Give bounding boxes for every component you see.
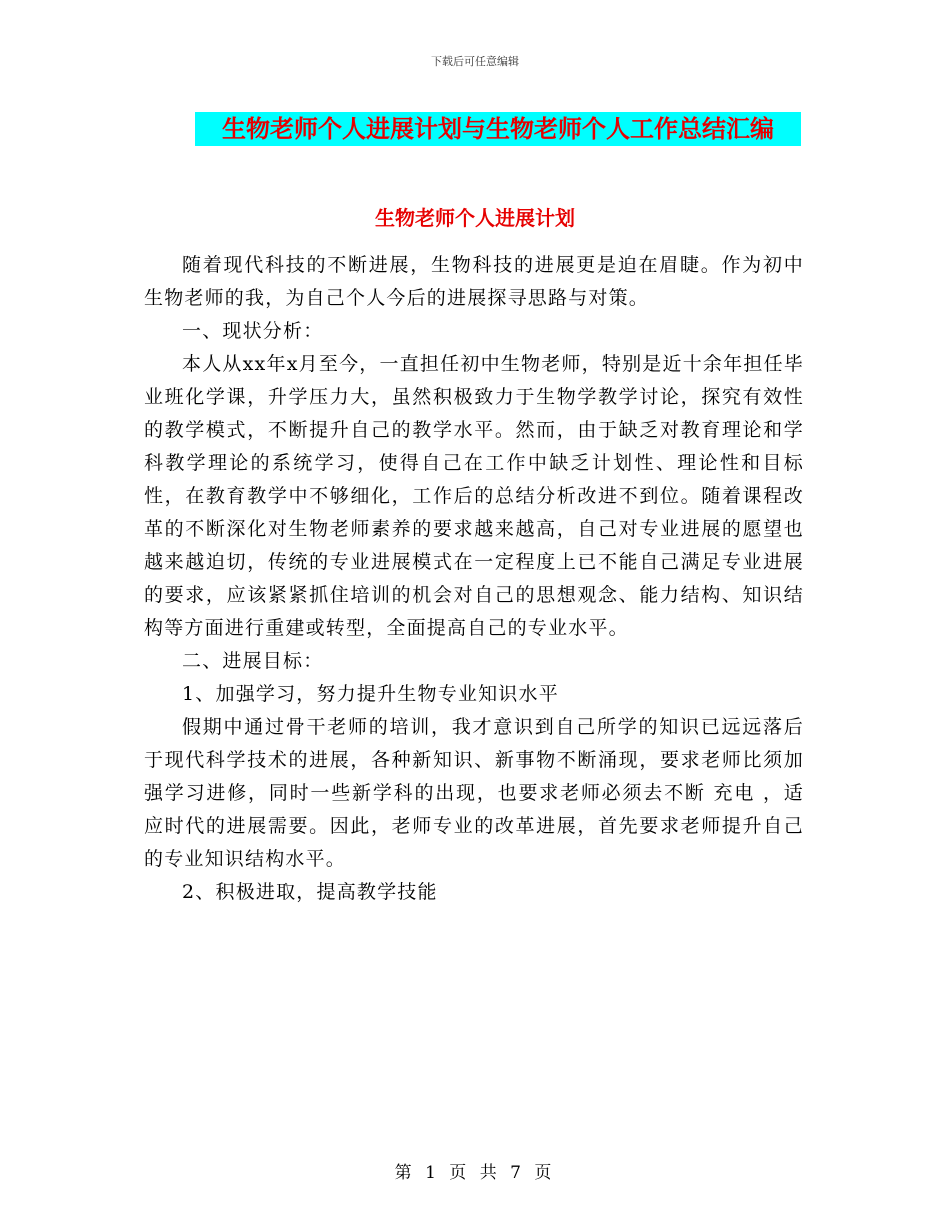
paragraph-goal-1: 假期中通过骨干老师的培训，我才意识到自己所学的知识已远远落后于现代科学技术的进展，各种新知识、新事物不断涌现，要求老师比须加强学习进修，同时一些新学科的出现，也要求老师必须去不断 充电 ，适应时代的进展需要。因此，老师专业的改革进展，首先要求老师提升自己的专业知识结构水平。 bbox=[144, 716, 804, 870]
header-note: 下载后可任意编辑 bbox=[431, 55, 519, 68]
section-title: 生物老师个人进展计划 bbox=[375, 206, 575, 230]
paragraph-intro: 随着现代科技的不断进展，生物科技的进展更是迫在眉睫。作为初中生物老师的我，为自己个人今后的进展探寻思路与对策。 bbox=[144, 254, 804, 309]
heading-goals: 二、进展目标： bbox=[182, 650, 324, 672]
paragraph-status: 本人从xx年x月至今，一直担任初中生物老师，特别是近十余年担任毕业班化学课，升学压力大，虽然积极致力于生物学教学讨论，探究有效性的教学模式，不断提升自己的教学水平。然而，由于缺乏对教育理论和学科教学理论的系统学习，使得自己在工作中缺乏计划性、理论性和目标性，在教育教学中不够细化，工作后的总结分析改进不到位。随着课程改革的不断深化对生物老师素养的要求越来越高，自己对专业进展的愿望也越来越迫切，传统的专业进展模式在一定程度上已不能自己满足专业进展的要求，应该紧紧抓住培训的机会对自己的思想观念、能力结构、知识结构等方面进行重建或转型，全面提高自己的专业水平。 bbox=[144, 353, 804, 639]
subheading-goal-1: 1、加强学习，努力提升生物专业知识水平 bbox=[182, 683, 559, 705]
page-indicator: 第 1 页 共 7 页 bbox=[394, 1163, 556, 1183]
heading-status-analysis: 一、现状分析： bbox=[182, 320, 324, 342]
subheading-goal-2: 2、积极进取，提高教学技能 bbox=[182, 881, 438, 903]
document-title: 生物老师个人进展计划与生物老师个人工作总结汇编 bbox=[222, 114, 774, 143]
document-body bbox=[144, 249, 804, 909]
